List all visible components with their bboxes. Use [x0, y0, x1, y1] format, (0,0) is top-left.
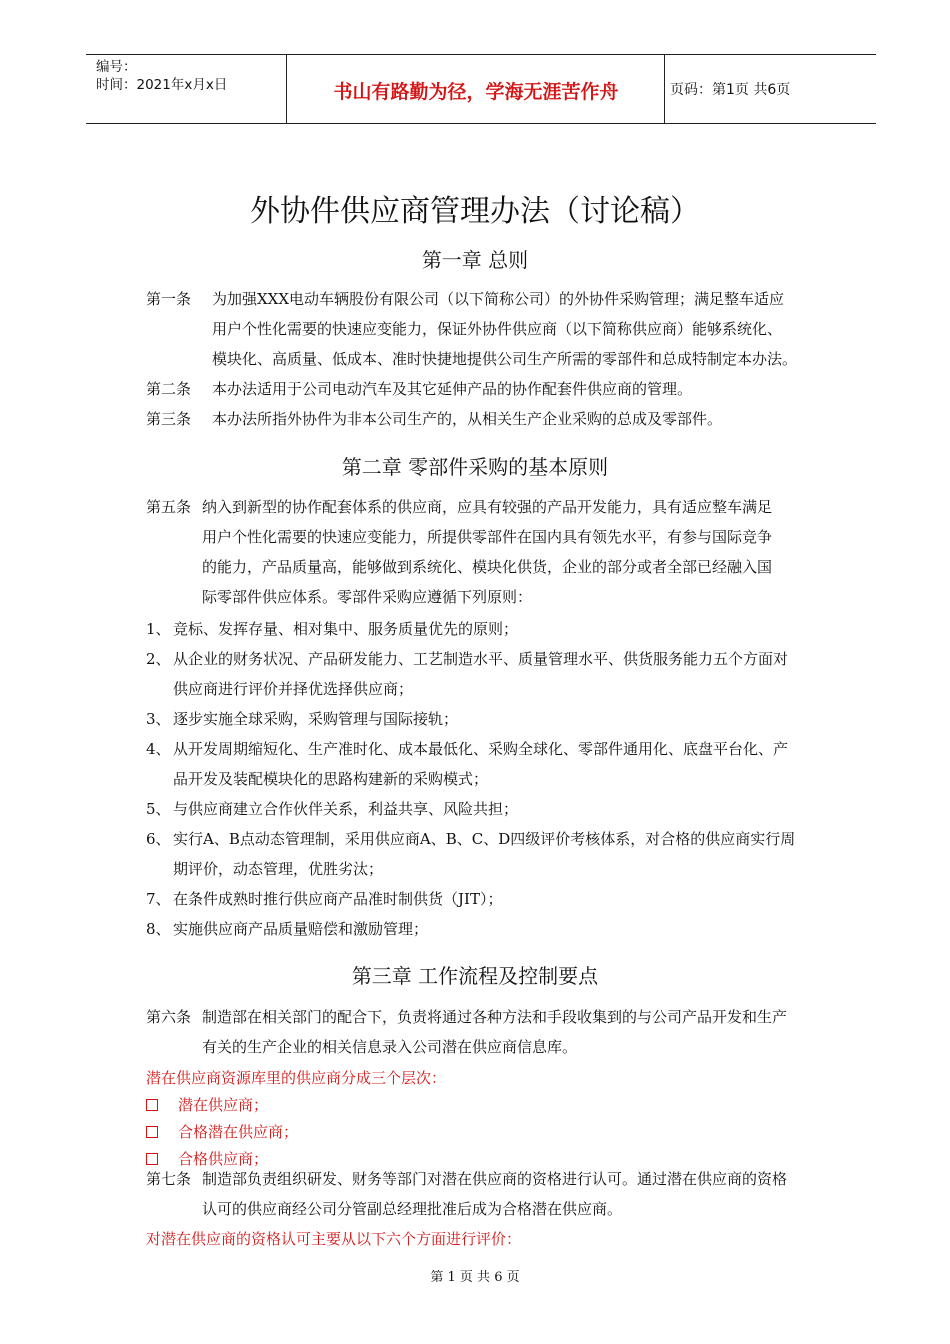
header-page-info: 页码：第1页 共6页	[670, 82, 791, 98]
article-line: 用户个性化需要的快速应变能力，所提供零部件在国内具有领先水平，有参与国际竞争	[202, 528, 773, 546]
list-item	[146, 734, 795, 794]
tier-label: 合格潜在供应商；	[178, 1123, 299, 1141]
header-divider	[664, 55, 665, 123]
number-label: 编号：	[96, 59, 137, 75]
list-line: 从企业的财务状况、产品研发能力、工艺制造水平、质量管理水平、供货服务能力五个方面对	[173, 650, 789, 668]
list-line: 实行A、B点动态管理制，采用供应商A、B、C、D四级评价考核体系，对合格的供应商实行周	[173, 830, 796, 848]
list-number: 8、	[146, 920, 171, 938]
tier-section	[146, 1065, 446, 1173]
document-title: 外协件供应商管理办法（讨论稿）	[250, 194, 700, 229]
article-1	[146, 284, 797, 374]
list-number: 7、	[146, 890, 171, 908]
article-line: 制造部在相关部门的配合下，负责将通过各种方法和手段收集到的与公司产品开发和生产	[202, 1008, 788, 1026]
article-line: 际零部件供应体系。零部件采购应遵循下列原则：	[202, 588, 533, 606]
list-number: 3、	[146, 710, 171, 728]
article-line: 本办法所指外协件为非本公司生产的，从相关生产企业采购的总成及零部件。	[212, 410, 723, 428]
list-item	[146, 614, 795, 644]
article-line: 制造部负责组织研发、财务等部门对潜在供应商的资格进行认可。通过潜在供应商的资格	[202, 1170, 788, 1188]
article-line: 纳入到新型的协作配套体系的供应商，应具有较强的产品开发能力，具有适应整车满足	[202, 498, 773, 516]
list-line: 期评价，动态管理，优胜劣汰；	[173, 860, 384, 878]
checkbox-square-icon	[146, 1153, 158, 1165]
list-item	[146, 794, 795, 824]
article-3	[146, 404, 722, 434]
header-divider	[286, 55, 287, 123]
article-label: 第七条	[146, 1170, 192, 1188]
article-line: 认可的供应商经公司分管副总经理批准后成为合格潜在供应商。	[202, 1200, 623, 1218]
tier-label: 潜在供应商；	[178, 1096, 269, 1114]
list-line: 从开发周期缩短化、生产准时化、成本最低化、采购全球化、零部件通用化、底盘平台化、产	[173, 740, 789, 758]
chapter-3-heading: 第三章 工作流程及控制要点	[351, 964, 599, 988]
list-item	[146, 824, 796, 884]
tier-item	[146, 1092, 446, 1119]
list-number: 5、	[146, 800, 171, 818]
list-item	[146, 704, 795, 734]
tier-label: 合格供应商；	[178, 1150, 269, 1168]
page-header	[86, 54, 876, 124]
principles-list	[146, 614, 795, 944]
article-line: 为加强XXX电动车辆股份有限公司（以下简称公司）的外协件采购管理；满足整车适应	[212, 290, 785, 308]
list-number: 6、	[146, 830, 171, 848]
article-label: 第三条	[146, 410, 192, 428]
chapter-2-heading: 第二章 零部件采购的基本原则	[341, 455, 609, 479]
list-item	[146, 644, 795, 704]
list-number: 1、	[146, 620, 171, 638]
list-item	[146, 884, 795, 914]
article-line: 的能力，产品质量高，能够做到系统化、模块化供货，企业的部分或者全部已经融入国	[202, 558, 773, 576]
chapter-1-heading: 第一章 总则	[421, 248, 529, 272]
list-line: 竞标、发挥存量、相对集中、服务质量优先的原则；	[173, 620, 519, 638]
article-label: 第二条	[146, 380, 192, 398]
header-motto: 书山有路勤为径，学海无涯苦作舟	[333, 81, 619, 103]
article-label: 第一条	[146, 290, 192, 308]
article-line: 有关的生产企业的相关信息录入公司潜在供应商信息库。	[202, 1038, 578, 1056]
checkbox-square-icon	[146, 1099, 158, 1111]
list-number: 2、	[146, 650, 171, 668]
tier-item	[146, 1119, 446, 1146]
list-number: 4、	[146, 740, 171, 758]
article-2	[146, 374, 692, 404]
article-line: 模块化、高质量、低成本、准时快捷地提供公司生产所需的零部件和总成特制定本办法。	[212, 350, 798, 368]
list-line: 实施供应商产品质量赔偿和激励管理；	[173, 920, 429, 938]
article-line: 本办法适用于公司电动汽车及其它延伸产品的协作配套件供应商的管理。	[212, 380, 693, 398]
evaluation-intro: 对潜在供应商的资格认可主要从以下六个方面进行评价：	[146, 1230, 522, 1248]
list-line: 在条件成熟时推行供应商产品准时制供货（JIT）；	[173, 890, 503, 908]
tier-intro: 潜在供应商资源库里的供应商分成三个层次：	[146, 1069, 447, 1087]
article-6	[146, 1002, 787, 1062]
article-line: 用户个性化需要的快速应变能力，保证外协件供应商（以下简称供应商）能够系统化、	[212, 320, 783, 338]
article-5	[146, 492, 772, 612]
list-line: 品开发及装配模块化的思路构建新的采购模式；	[173, 770, 489, 788]
article-label: 第六条	[146, 1008, 192, 1026]
list-line: 供应商进行评价并择优选择供应商；	[173, 680, 414, 698]
article-label: 第五条	[146, 498, 192, 516]
list-line: 与供应商建立合作伙伴关系，利益共享、风险共担；	[173, 800, 519, 818]
page-footer: 第 1 页 共 6 页	[430, 1270, 520, 1285]
article-7	[146, 1164, 787, 1224]
list-item	[146, 914, 795, 944]
header-meta	[96, 58, 227, 94]
list-line: 逐步实施全球采购，采购管理与国际接轨；	[173, 710, 459, 728]
time-label: 时间：2021年x月x日	[96, 77, 228, 93]
checkbox-square-icon	[146, 1126, 158, 1138]
